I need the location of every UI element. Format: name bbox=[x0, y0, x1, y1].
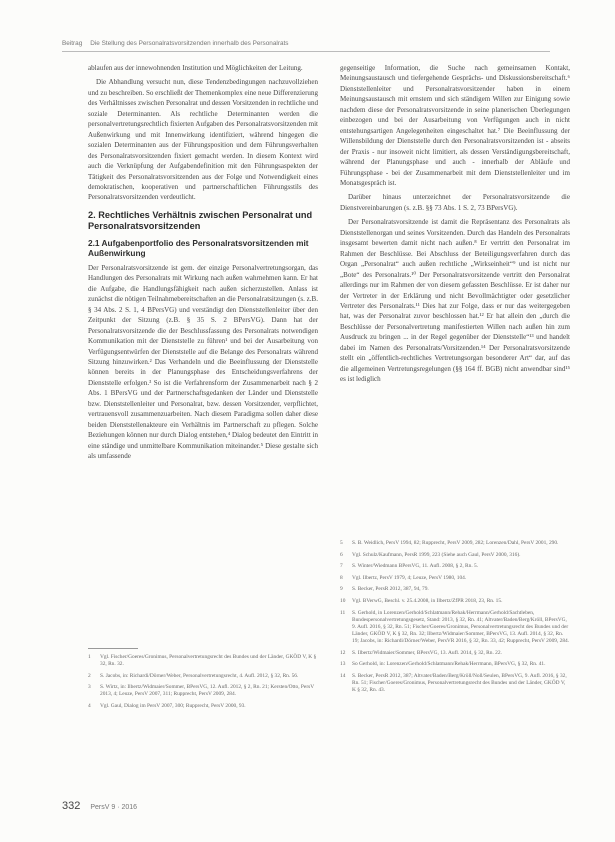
footnote bbox=[340, 540, 570, 547]
footnote-number: 4 bbox=[88, 702, 91, 709]
footnote-text: Vgl. Fischer/Goeres/Gronimus, Personalvertretungsrecht des Bundes und der Länder, GKÖD V, K § 32, Rn. 32. bbox=[100, 654, 317, 668]
right-footnotes bbox=[340, 540, 570, 699]
footnote bbox=[340, 575, 570, 582]
header-rule bbox=[62, 51, 550, 52]
footnote-number: 2 bbox=[88, 672, 91, 679]
footnote-number: 7 bbox=[340, 563, 343, 570]
header-section: Beitrag bbox=[62, 40, 83, 47]
footnote bbox=[340, 673, 570, 694]
page-footer bbox=[62, 800, 137, 812]
section-heading: 2. Rechtliches Verhältnis zwischen Personalrat und Personalratsvorsitzenden bbox=[88, 209, 313, 232]
footnote bbox=[340, 586, 570, 593]
paragraph: Der Personalratsvorsitzende ist damit die Repräsentanz des Personalrats als Dienststellenorgan und seines Vorsitzenden. Durch das Handeln des Personalrats insgesamt bewerten damit nicht nach außen.⁸ Er vertritt den Personalrat im Rahmen der Beschlüsse. Bei Abschluss der Beteiligungsverfahren durch das Organ „Personalrat“ auch außen rechtliche „Wirkseinheit“⁹ und ist nicht nur „Bote“ des Personalrats.¹⁰ Der Personalratsvorsitzende vertritt den Personalrat allerdings nur im Rahmen der von diesem gefassten Beschlüsse. Er ist daher nur der Vertreter in der Erklärung und nicht Bevollmächtigter oder gesetzlicher Vertreter des Personalrats.¹¹ Dies hat zur Folge, dass er nur das weitergegeben hat, was der Personalrat zuvor beschlossen hat.¹² Er hat allein den „durch die Beschlüsse der Personalvertretung manifestierten Willen nach außen hin zum Ausdruck zu bringen ... in der Regel gegenüber der Dienststelle“¹³ und handelt dabei im Namen des Personalrats/Vorsitzenden.¹⁴ Der Personalratsvorsitzende stellt ein „öffentlich-rechtliches Vertretungsorgan besonderer Art“ dar, auf das die allgemeinen Vertretungsregelungen (§§ 164 ff. BGB) nicht anwendbar sind¹⁵ es ist lediglich bbox=[340, 218, 570, 384]
footnote-number: 10 bbox=[340, 597, 346, 604]
footnote-text: Vgl. Ilbertz, PersV 1979, 4; Leuze, PersV 1980, 104. bbox=[352, 574, 467, 581]
footnote bbox=[340, 661, 570, 668]
footnote-text: S. Becker, PersR 2012, 387; Altvater/Baden/Berg/Kröll/Noll/Seulen, BPersVG, 9. Aufl. 2016, § 32, Rn. 51; Fischer/Goeres/Gronimus, Personalvertretungsrecht des Bundes und der Länder, GKÖD V, K § 32, Rn. 43. bbox=[352, 672, 567, 693]
footnote-text: S. B. Weidlich, PersV 1994, 82; Rupprecht, PersV 2009, 282; Lorenzen/Dahl, PersV 2001, 290. bbox=[352, 540, 559, 546]
running-header bbox=[62, 40, 562, 47]
footnote-rule bbox=[88, 648, 138, 649]
footnote-number: 11 bbox=[340, 609, 346, 616]
paragraph: Der Personalratsvorsitzende ist gem. der einzige Personalvertretungsorgan, das Handlungen des Personalrats mit Wirkung nach außen wahrnehmen kann. Er hat die Aufgabe, die Handlungsfähigkeit nach außen sicherzustellen. Anlass ist zunächst die nötigen Teilnahmebereitschaften an die Personalratsitzungen (s. z.B. § 34 Abs. 2 S. 1, 4 BPersVG) und verständigt den Dienststellenleiter über den Zeitpunkt der Sitzung (z.B. § 35 S. 2 BPersVG). Dann hat der Personalratsvorsitzende die der Beschlussfassung des Personalrats notwendigen Kommunikation mit der Dienststelle zu führen¹ und bei der Ausarbeitung von Verfügungsentwürfen der Dienststelle auf die Belange des Personalrats während Sitzung hinzuwirken.² Das Verhandeln und die Beeinflussung der Dienststelle können bereits in der Planungsphase des Entscheidungsverfahrens der Dienststelle erfolgen.³ So ist die Verfahrensform der Zusammenarbeit nach § 2 Abs. 1 BPersVG und der Partnerschaftsgedanken der Länder und Dienststelle bzw. Dienststellenleiter und Personalrat, bzw. dessen Vorsitzender, verpflichtet, vertrauensvoll zusammenzuarbeiten. Nach diesem Paradigma sollen daher diese beiden Dienststellenakteure ein Verhältnis im Partnerschaft zu pflegen. Solche Beziehungen können nur durch Dialog entstehen,⁴ Dialog bedeutet den Eintritt in eine ständige und unmittelbare Kommunikation miteinander.⁵ Diese gestalte sich als umfassende bbox=[88, 263, 318, 461]
footnote bbox=[340, 552, 570, 559]
footnote-text: So Gerhold, in: Lorenzen/Gerhold/Schlatmann/Rehak/Herrmann, BPersVG, § 32, Rn. 41. bbox=[352, 661, 546, 668]
footnote-text: Vgl. Gaul, Dialog im PersV 2007, 300; Rupprecht, PersV 2000, 93. bbox=[100, 702, 246, 709]
footnote bbox=[88, 654, 318, 668]
footnote-number: 6 bbox=[340, 551, 343, 558]
footnote-text: S. Ilbertz/Widmaier/Sommer, BPersVG, 13. Aufl. 2014, § 32, Rn. 22. bbox=[352, 649, 502, 656]
footnote bbox=[340, 598, 570, 605]
footnote bbox=[88, 673, 318, 680]
footnote-number: 9 bbox=[340, 586, 343, 593]
footnote bbox=[88, 684, 318, 698]
footnote-number: 13 bbox=[340, 661, 346, 668]
paragraph: ablaufen aus der innewohnenden Institution und Möglichkeiten der Leitung. bbox=[88, 64, 303, 72]
paragraph: Darüber hinaus unterzeichnet der Personalratsvorsitzende die Dienstvereinbarungen (s. z.B. §§ 73 Abs. 1 S. 2, 73 BPersVG). bbox=[340, 193, 570, 212]
footnote bbox=[340, 650, 570, 657]
header-title: Die Stellung des Personalratsvorsitzenden innerhalb des Personalrats bbox=[90, 40, 289, 47]
footnote-text: S. Wirtz, in: Ilbertz/Widmaier/Sommer, BPersVG, 12. Aufl. 2012, § 2, Rn. 21; Kersten/Otto, PersV 2013, 4; Leuze, PersV 2007, 311; Rupprecht, PersV 2009, 284. bbox=[100, 684, 315, 698]
subsection-heading: 2.1 Aufgabenportfolio des Personalratsvorsitzenden mit Außenwirkung bbox=[88, 237, 309, 259]
left-footnotes bbox=[88, 654, 318, 715]
right-column bbox=[340, 63, 570, 389]
footnote-text: S. Jacobs, in: Richardi/Dörner/Weber, Personalvertretungsrecht, 4. Aufl. 2012, § 32, Rn. 56. bbox=[100, 672, 299, 679]
footnote bbox=[340, 610, 570, 645]
left-column bbox=[88, 63, 318, 466]
footnote-text: Vgl. BVerwG, Beschl. v. 25.4.2008, in Ilbertz/ZfPR 2018, 23, Rn. 15. bbox=[352, 597, 503, 604]
footnote-number: 3 bbox=[88, 684, 91, 691]
page-number: 332 bbox=[62, 800, 81, 812]
footnote-number: 12 bbox=[340, 649, 346, 656]
footnote-number: 1 bbox=[88, 654, 91, 660]
footnote-text: S. Gerhold, in Lorenzen/Gerhold/Schlatmann/Rehak/Herrmann/Gerhold/Sachtleben, Bundespersonalvertretungsgesetz, Stand: 2013, § 32, Rn. 41; Altvater/Baden/Berg/Kröll, BPersVG, 9. Aufl. 2016, § 32, Rn. 51; Fischer/Goeres/Gronimus, Personalvertretungsrecht des Bundes und der Länder, GKÖD V, K § 32, Rn. 32; Ilbertz/Widmaier/Sommer, BPersVG, 13. Aufl. 2014, § 32, Rn. 19; Jacobs, in: Richardi/Dörner/Weber, PersVR 2016, § 32, Rn. 33, 42; Rupprecht, PersV 2009, 284. bbox=[352, 609, 570, 644]
paragraph: gegenseitige Information, die Suche nach gemeinsamen Kontakt, Meinungsaustausch und tiefergehende Gesprächs- und Diskussionsbereitschaft.⁶ Dienststellenleiter und Personalratsvorsitzender haben in einem Meinungsaustausch mit ernstem und sich ständigem Willen zur Einigung sowie nachdem diese der Personalratsvorsitzende in seine planerischen Überlegungen einbezogen und bei der Ausarbeitung von Verfügungen auch in nicht entstehungsartigen Angelegenheiten eingeschaltet hat.⁷ Die Beeinflussung der Willensbildung der Dienststelle durch den Personalratsvorsitzenden ist - abseits der Praxis - nur insoweit nicht limitiert, als dessen Verständigungsbereitschaft, während der Planungsphase und auch - innerhalb der Abläufe und Führungsphase - bei der Zusammenarbeit mit dem Dienststellenleiter und im Monatsgespräch ist. bbox=[340, 64, 570, 187]
paragraph: Die Abhandlung versucht nun, diese Tendenzbedingungen nachzuvollziehen und zu beschreiben. So erschließt der Themenkomplex eine neue Differenzierung des Verhältnisses zwischen Personalrat und dessen Vorsitzenden in rechtliche und soziale Determinanten. Als rechtliche Determinanten werden die personalvertretungsrechtlich fixierten Aufgaben des Personalratsvorsitzenden mit Außenwirkung und mit Innenwirkung identifiziert, während hingegen die sozialen Determinanten aus der Führungsposition und dem Führungsverhalten des Personalratsvorsitzenden fixiert gemacht werden. In diesem Kontext wird auch die Verknüpfung der Aufgabendefinition mit den Führungsaspekten der Tätigkeit des Personalratsvorsitzenden aus der Folge und Notwendigkeit eines demokratischen, kooperativen und partnerschaftlichen Führungsstils des Personalratsvorsitzenden verdeutlicht. bbox=[88, 78, 318, 202]
footnote-text: Vgl. Schulz/Kaufmann, PersR 1999, 223 (Siehe auch Gaul, PersV 2000, 316). bbox=[352, 551, 521, 558]
footnote-number: 5 bbox=[340, 540, 343, 546]
footnote-number: 8 bbox=[340, 574, 343, 581]
footnote bbox=[340, 563, 570, 570]
footnote-number: 14 bbox=[340, 672, 346, 679]
footnote-text: S. Becker, PersR 2012, 387, 94, 79. bbox=[352, 586, 429, 593]
journal-issue: PersV 9 · 2016 bbox=[90, 804, 138, 811]
footnote bbox=[88, 703, 318, 710]
footnote-text: S. Winter/Wiedmann BPersVG, 11. Aufl. 2008, § 2, Rn. 5. bbox=[352, 563, 479, 570]
